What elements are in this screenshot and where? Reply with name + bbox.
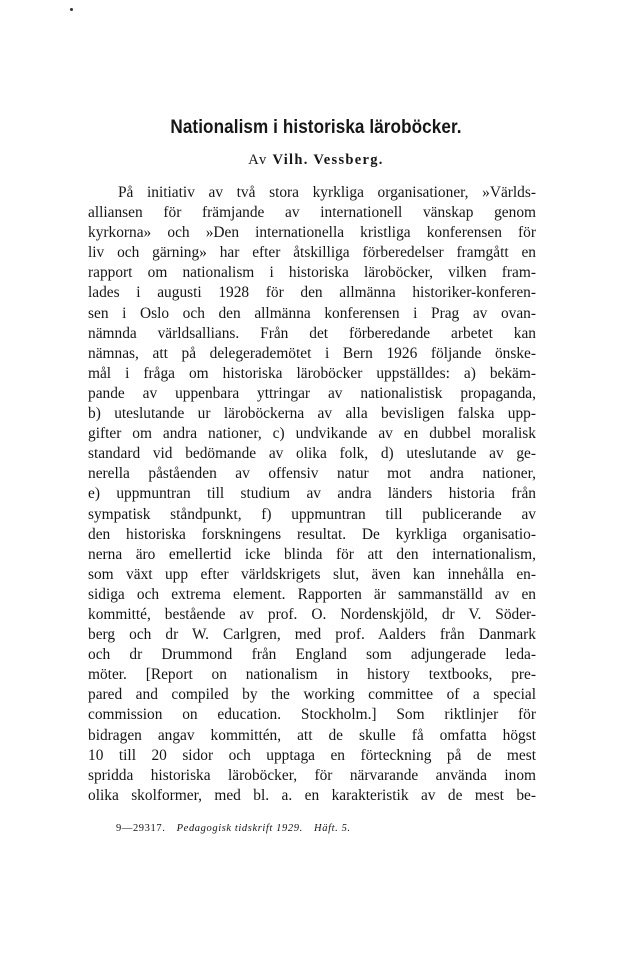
text-line: e) uppmuntran till studium av andra länders historia från — [88, 485, 536, 503]
text-line: rapport om nationalism i historiska läroböcker, vilken fram- — [88, 264, 536, 282]
text-line: pande av uppenbara yttringar av nationalistisk propaganda, — [88, 384, 536, 402]
page-footer — [116, 823, 351, 834]
ink-speck — [70, 8, 73, 11]
article-body — [88, 183, 536, 806]
printer-signature: 9—29317. — [116, 823, 166, 834]
byline — [0, 152, 632, 169]
text-line: bidragen angav kommittén, att de skulle få omfatta högst — [88, 726, 536, 744]
text-line: pared and compiled by the working committee of a special — [88, 686, 536, 704]
text-line: På initiativ av två stora kyrkliga organisationer, »Världs- — [118, 184, 536, 201]
text-line: möter. [Report on nationalism in history textbooks, pre- — [88, 666, 536, 684]
author-name: Vilh. Vessberg. — [272, 152, 384, 168]
text-line: sympatisk ståndpunkt, f) uppmuntran till publicerande av — [88, 505, 536, 523]
text-line: olika skolformer, med bl. a. en karakteristik av de mest be- — [88, 786, 536, 804]
text-line: mål i fråga om historiska läroböcker uppställdes: a) bekäm- — [88, 364, 536, 382]
journal-name: Pedagogisk tidskrift 1929. — [176, 823, 303, 834]
text-line: liv och gärning» har efter åtskilliga förberedelser framgått en — [88, 244, 536, 262]
issue-number: Häft. 5. — [314, 823, 351, 834]
byline-prefix: Av — [248, 152, 268, 168]
text-line: nämnas, att på delegerademötet i Bern 1926 följande önske- — [88, 344, 536, 362]
text-line: som växt upp efter världskrigets slut, även kan innehålla en- — [88, 565, 536, 583]
text-line: spridda historiska läroböcker, för närvarande använda inom — [88, 766, 536, 784]
text-line: gifter om andra nationer, c) undvikande av en dubbel moralisk — [88, 425, 536, 443]
text-line: b) uteslutande ur läroböckerna av alla bevisligen falska upp- — [88, 405, 536, 423]
text-line: lades i augusti 1928 för den allmänna historiker-konferen- — [88, 284, 536, 302]
article-title: Nationalism i historiska läroböcker. — [170, 117, 462, 138]
text-line: nämnda världsallians. Från det förberedande arbetet kan — [88, 324, 536, 342]
text-line: kyrkorna» och »Den internationella kristliga konferensen för — [88, 224, 536, 242]
text-line: standard vid bedömande av olika folk, d) uteslutande av ge- — [88, 445, 536, 463]
text-line: sidiga och extrema element. Rapporten är sammanställd av en — [88, 585, 536, 603]
text-line: commission on education. Stockholm.] Som riktlinjer för — [88, 706, 536, 724]
text-line: nerna äro emellertid icke blinda för att den internationalism, — [88, 545, 536, 563]
text-line: berg och dr W. Carlgren, med prof. Aalders från Danmark — [88, 626, 536, 644]
text-line: kommitté, bestående av prof. O. Nordenskjöld, dr V. Söder- — [88, 605, 536, 623]
text-line: 10 till 20 sidor och upptaga en förteckning på de mest — [88, 746, 536, 764]
text-line: alliansen för främjande av internationell vänskap genom — [88, 204, 536, 222]
text-line: den historiska forskningens resultat. De kyrkliga organisatio- — [88, 525, 536, 543]
text-line: nerella påståenden av offensiv natur mot andra nationer, — [88, 465, 536, 483]
text-line: och dr Drummond från England som adjungerade leda- — [88, 646, 536, 664]
text-line: sen i Oslo och den allmänna konferensen i Prag av ovan- — [88, 304, 536, 322]
